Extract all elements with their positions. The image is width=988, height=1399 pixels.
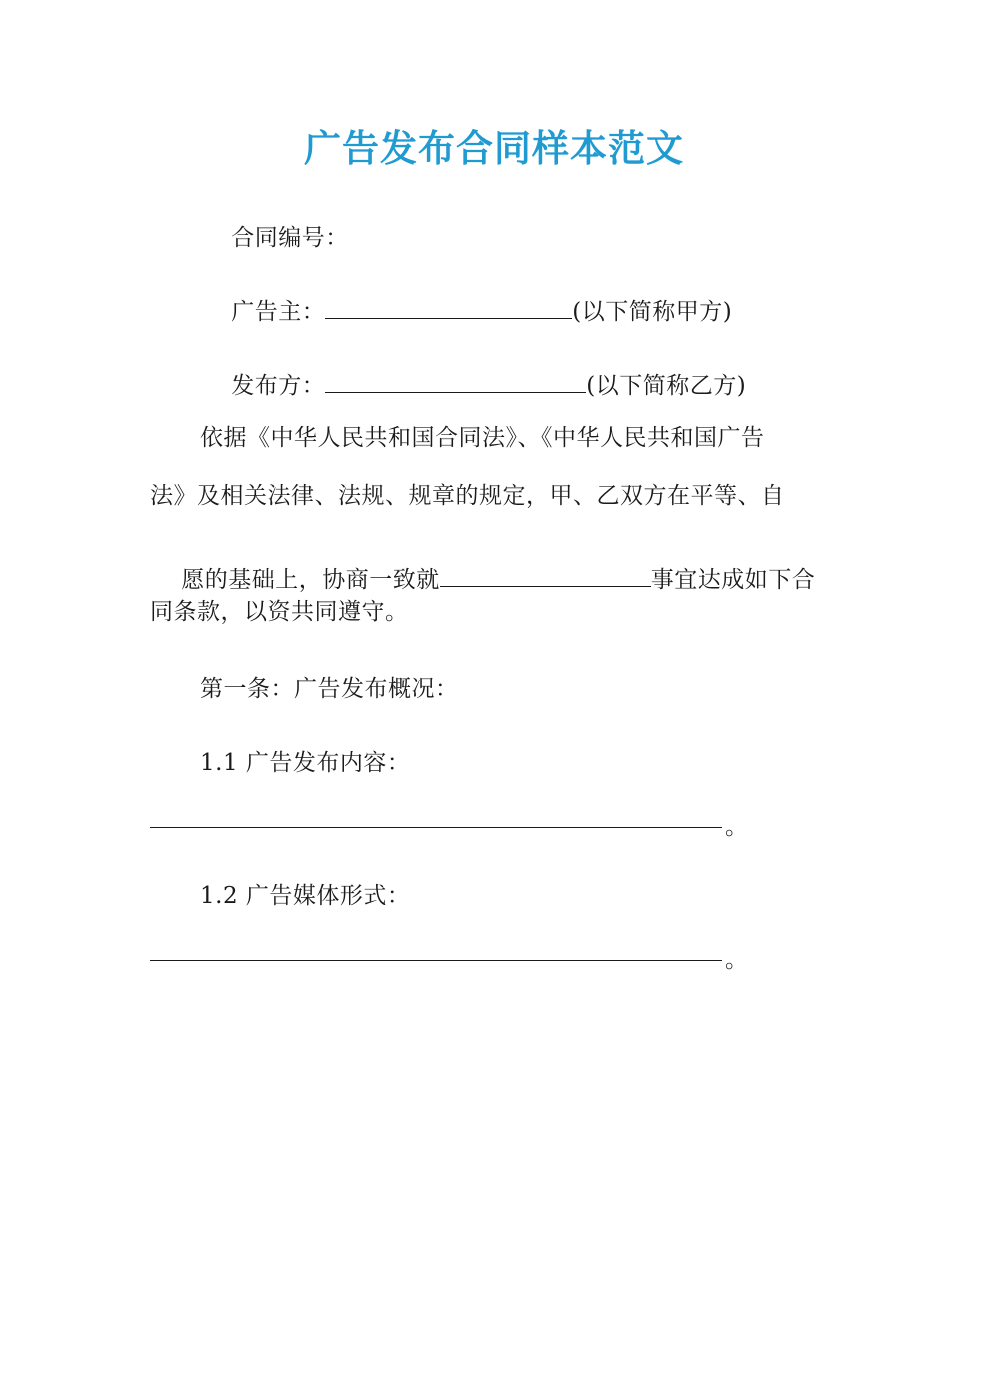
publisher-blank[interactable] [325,368,586,393]
publisher-suffix: (以下简称乙方) [586,373,747,399]
contract-number-line [200,193,890,278]
publisher-label: 发布方： [231,373,326,399]
matter-blank[interactable] [440,562,651,587]
item-1-2: 1.2 广告媒体形式： [200,883,411,909]
para1-line3-suffix: 事宜达成如下合 [650,567,816,593]
item-1-1-blank[interactable] [150,826,722,828]
item-1-1-period: 。 [725,814,748,840]
para1-line3-prefix: 愿的基础上，协商一致就 [181,567,440,593]
item-1-2-period: 。 [725,947,748,973]
publisher-line [200,341,890,426]
para1-line2: 法》及相关法律、法规、规章的规定，甲、乙双方在平等、自 [150,483,785,509]
article-1-heading: 第一条：广告发布概况： [200,676,459,702]
document-title: 广告发布合同样本范文 [304,126,684,170]
advertiser-label: 广告主： [231,299,326,325]
advertiser-line [200,267,890,352]
item-1-1: 1.1 广告发布内容： [200,750,411,776]
para1-line1: 依据《中华人民共和国合同法》、《中华人民共和国广告 [200,425,765,451]
item-1-2-blank[interactable] [150,959,722,961]
para1-line4: 同条款，以资共同遵守。 [150,599,409,625]
advertiser-suffix: (以下简称甲方) [572,299,733,325]
contract-number-label: 合同编号： [231,225,349,251]
advertiser-blank[interactable] [325,294,572,319]
